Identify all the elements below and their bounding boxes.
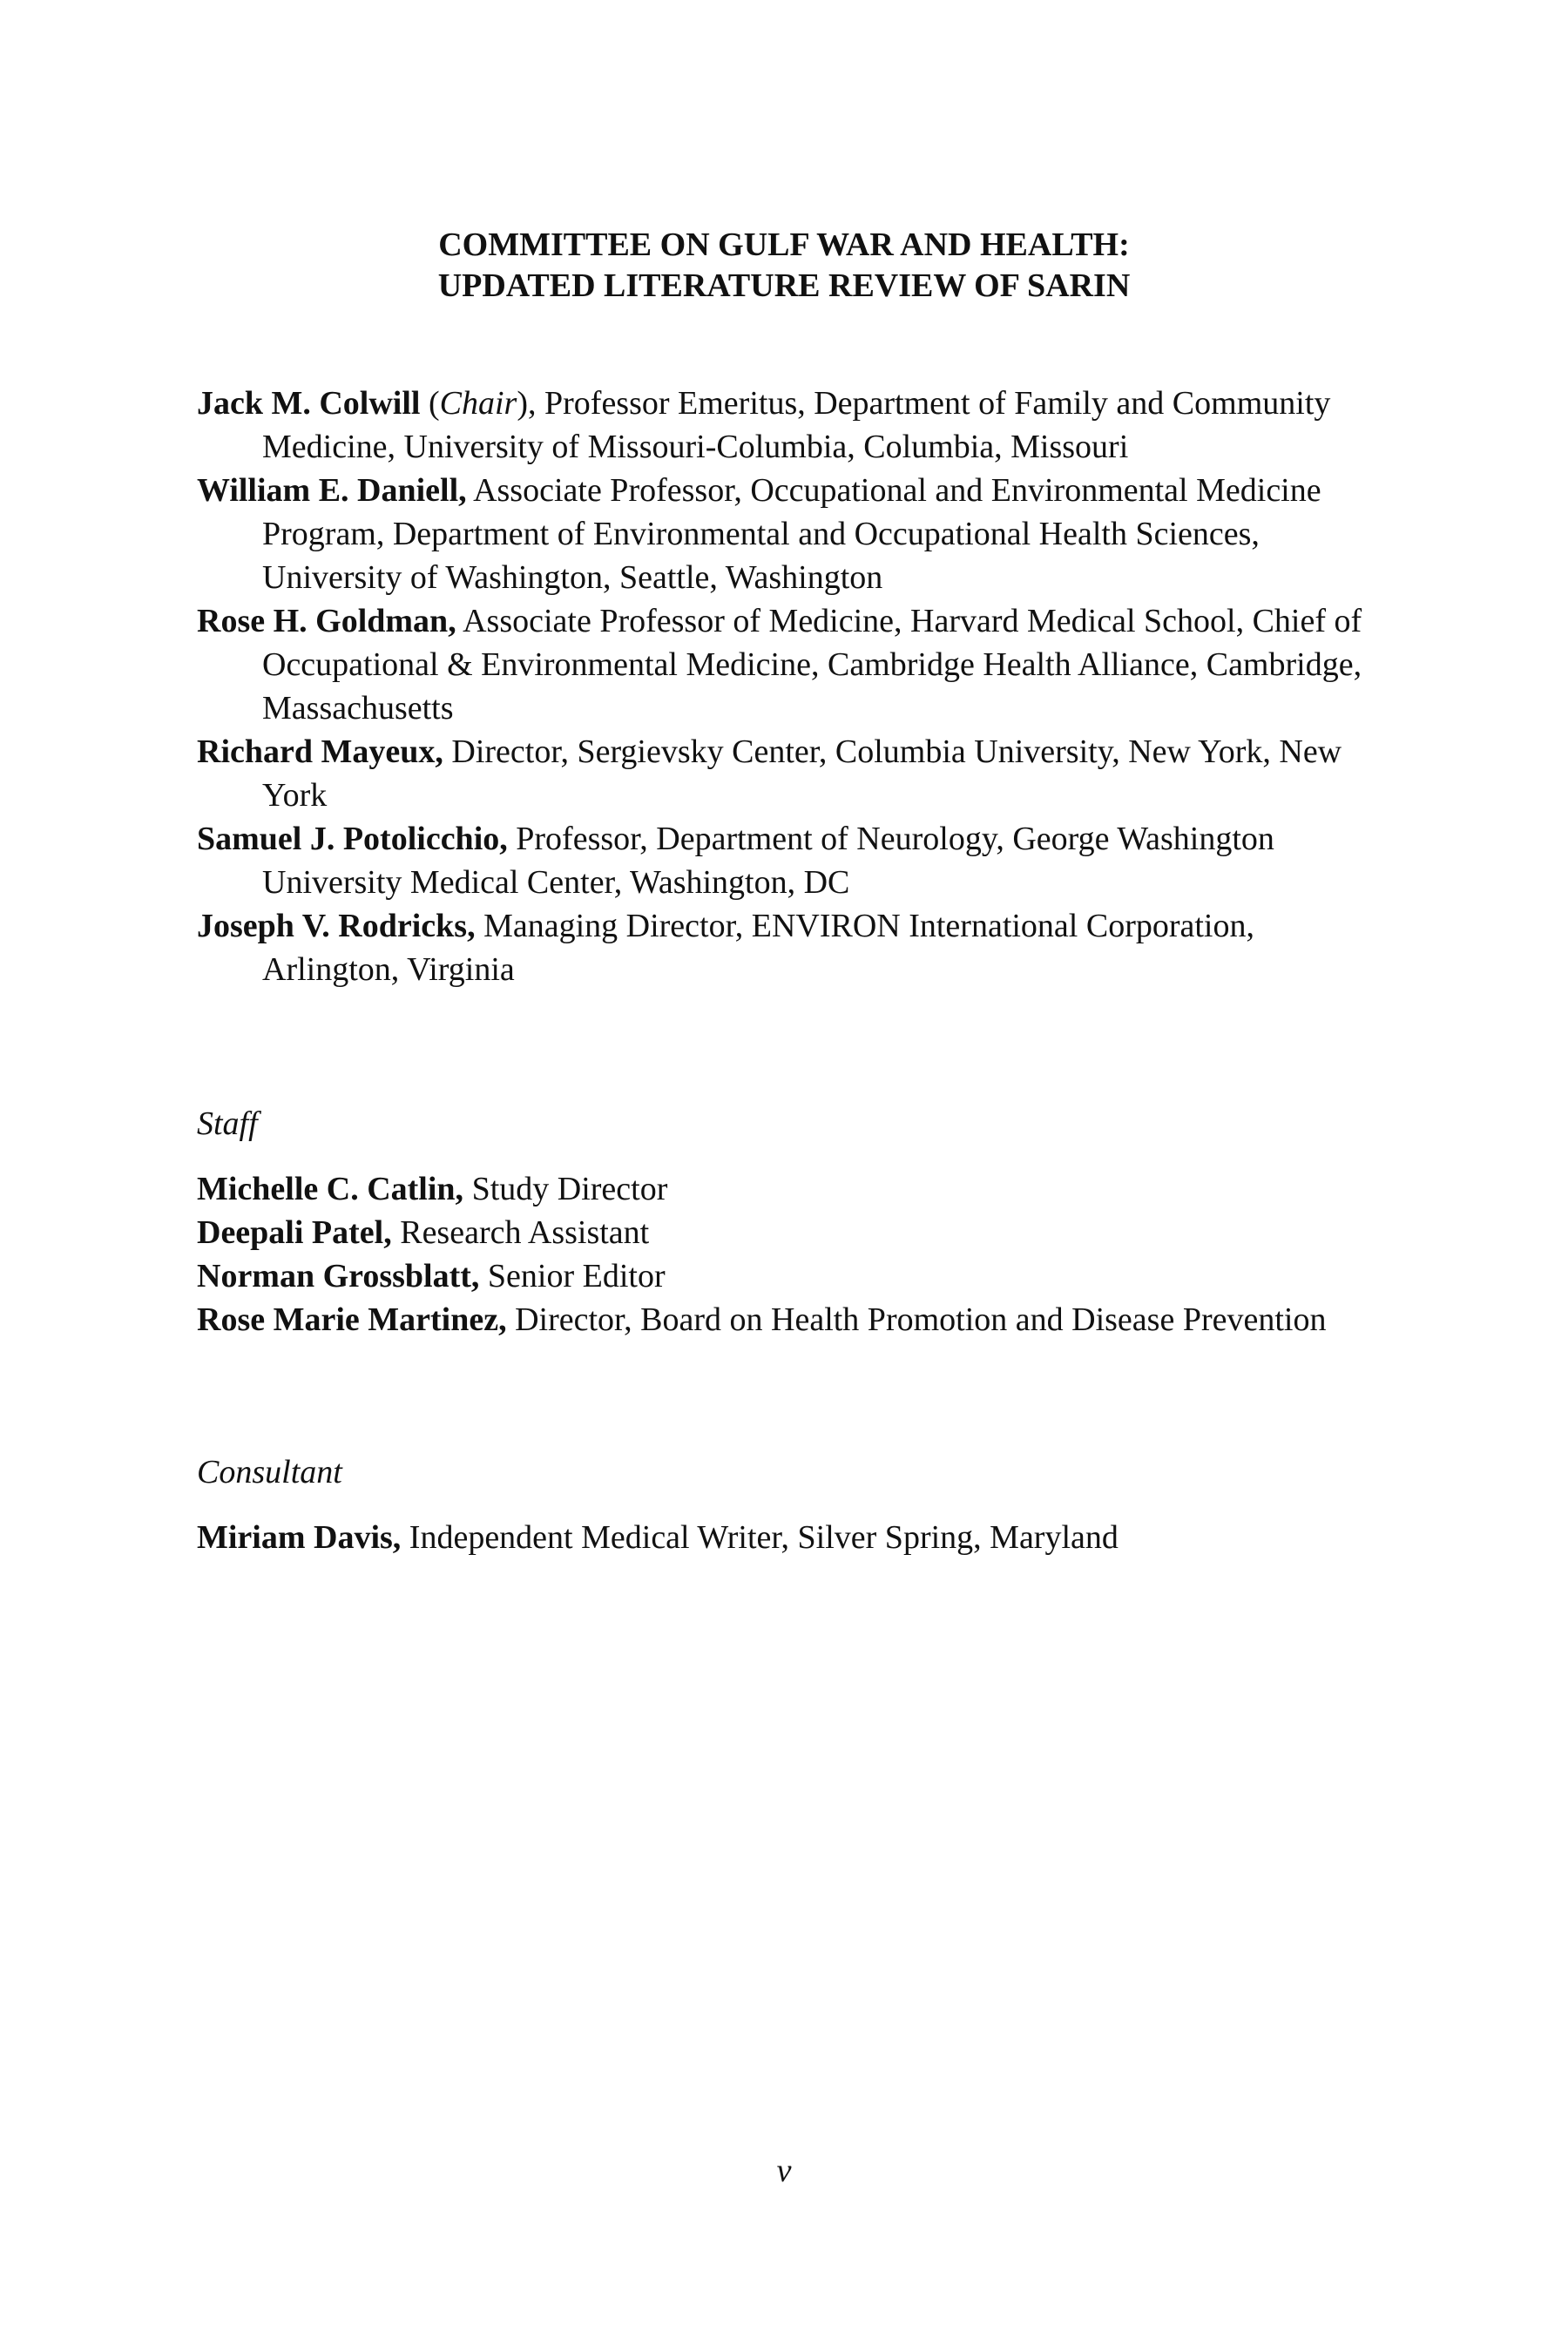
staff-name: Norman Grossblatt, bbox=[197, 1258, 480, 1294]
committee-title bbox=[0, 225, 1568, 307]
role-close: ), bbox=[517, 385, 544, 422]
member-entry bbox=[197, 469, 1390, 599]
member-name: Richard Mayeux, bbox=[197, 733, 443, 770]
role-open: ( bbox=[420, 385, 440, 422]
staff-role: Study Director bbox=[463, 1171, 668, 1207]
staff-entry bbox=[197, 1298, 1390, 1342]
member-entry bbox=[197, 599, 1390, 730]
consultant-heading: Consultant bbox=[197, 1454, 342, 1490]
page-number: v bbox=[776, 2153, 792, 2189]
staff-entry bbox=[197, 1167, 1390, 1211]
member-name: Rose H. Goldman, bbox=[197, 603, 456, 639]
member-affiliation: Professor Emeritus, Department of Family and Community Medicine, University of Missouri-Columbia, Columbia, Missouri bbox=[262, 385, 1331, 465]
member-affiliation: Professor, Department of Neurology, George Washington University Medical Center, Washington, DC bbox=[262, 821, 1274, 901]
member-entry bbox=[197, 730, 1390, 817]
staff-section bbox=[197, 1102, 1390, 1342]
staff-role: Director, Board on Health Promotion and Disease Prevention bbox=[506, 1301, 1327, 1338]
staff-name: Deepali Patel, bbox=[197, 1214, 392, 1251]
member-name: Joseph V. Rodricks, bbox=[197, 908, 476, 944]
member-affiliation: Associate Professor of Medicine, Harvard Medical School, Chief of Occupational & Environmental Medicine, Cambridge Health Alliance, Cambridge, Massachusetts bbox=[262, 603, 1362, 727]
consultant-section bbox=[197, 1450, 1390, 1559]
member-entry bbox=[197, 817, 1390, 904]
staff-name: Rose Marie Martinez, bbox=[197, 1301, 507, 1338]
consultant-entry bbox=[197, 1516, 1390, 1559]
committee-members-list bbox=[197, 382, 1390, 991]
member-name: Jack M. Colwill bbox=[197, 385, 421, 422]
title-line-1: COMMITTEE ON GULF WAR AND HEALTH: bbox=[438, 226, 1130, 263]
member-entry bbox=[197, 382, 1390, 469]
member-name: Samuel J. Potolicchio, bbox=[197, 821, 508, 857]
member-affiliation: Associate Professor, Occupational and Environmental Medicine Program, Department of Environmental and Occupational Health Sciences, University of Washington, Seattle, Washington bbox=[262, 472, 1321, 596]
title-line-2: UPDATED LITERATURE REVIEW OF SARIN bbox=[437, 267, 1131, 304]
member-role: Chair bbox=[439, 385, 517, 422]
staff-role: Senior Editor bbox=[479, 1258, 666, 1294]
consultant-name: Miriam Davis, bbox=[197, 1519, 402, 1556]
staff-entry bbox=[197, 1211, 1390, 1254]
member-affiliation: Managing Director, ENVIRON International Corporation, Arlington, Virginia bbox=[262, 908, 1254, 988]
staff-name: Michelle C. Catlin, bbox=[197, 1171, 464, 1207]
member-affiliation: Director, Sergievsky Center, Columbia University, New York, New York bbox=[262, 733, 1342, 814]
member-entry bbox=[197, 904, 1390, 991]
consultant-role: Independent Medical Writer, Silver Spring, Maryland bbox=[401, 1519, 1119, 1556]
staff-heading: Staff bbox=[197, 1105, 258, 1142]
staff-entry bbox=[197, 1254, 1390, 1298]
staff-role: Research Assistant bbox=[391, 1214, 650, 1251]
member-name: William E. Daniell, bbox=[197, 472, 467, 509]
